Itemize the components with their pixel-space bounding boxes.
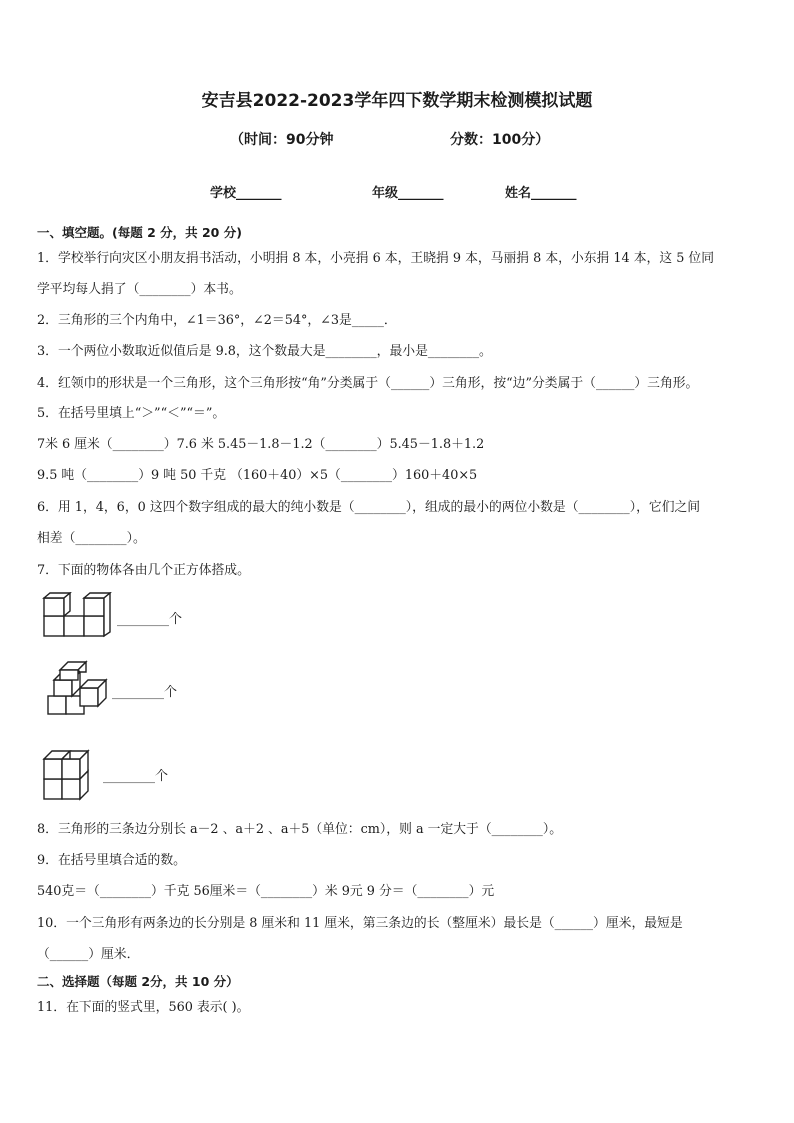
school-field: 学校_______ [210,186,282,201]
cube-answer-1: ________个 [117,612,183,627]
exam-score: 分数：100分） [450,132,550,148]
name-field: 姓名_______ [505,186,577,201]
question-1-line-1: 1．学校举行向灾区小朋友捐书活动，小明捐 8 本，小亮捐 6 本，王晓捐 9 本，马丽捐 8 本，小东捐 14 本，这 5 位同 [37,251,715,266]
grade-field: 年级_______ [372,186,444,201]
question-3: 3．一个两位小数取近似值后是 9.8，这个数最大是________，最小是________。 [37,344,492,359]
question-11: 11．在下面的竖式里，560 表示( )。 [37,1000,250,1015]
cube-figure-3 [42,747,98,803]
question-6-line-1: 6．用 1，4，6，0 这四个数字组成的最大的纯小数是（________），组成的最小的两位小数是（________），它们之间 [37,500,701,515]
cube-figure-1 [42,592,112,640]
question-9-row: 540克＝（________）千克 56厘米＝（________）米 9元 9 分＝（________）元 [37,884,495,899]
question-10-line-1: 10．一个三角形有两条边的长分别是 8 厘米和 11 厘米，第三条边的长（整厘米）最长是（______）厘米，最短是 [37,916,683,931]
exam-time: （时间：90分钟 [230,132,334,148]
cube-answer-3: ________个 [103,769,169,784]
cube-figure-2 [46,660,108,718]
question-5-row-1: 7米 6 厘米（________）7.6 米 5.45－1.8－1.2（________）5.45－1.8＋1.2 [37,437,485,452]
exam-title: 安吉县2022-2023学年四下数学期末检测模拟试题 [201,91,593,111]
section-multiple-choice: 二、选择题（每题 2分，共 10 分） [37,974,239,989]
cube-answer-2: ________个 [112,685,178,700]
question-10-line-2: （______）厘米． [37,947,140,962]
question-5-row-2: 9.5 吨（________）9 吨 50 千克 （160＋40）×5（________）160＋40×5 [37,468,478,483]
question-6-line-2: 相差（________）。 [37,531,146,546]
question-2: 2．三角形的三个内角中，∠1＝36°，∠2＝54°，∠3是_____． [37,313,397,328]
question-7: 7．下面的物体各由几个正方体搭成。 [37,563,250,578]
question-1-line-2: 学平均每人捐了（________）本书。 [37,282,242,297]
question-5: 5．在括号里填上“＞”“＜”“＝”。 [37,406,226,421]
question-9: 9．在括号里填合适的数。 [37,853,186,868]
question-4: 4．红领巾的形状是一个三角形，这个三角形按“角”分类属于（______）三角形，按“边”分类属于（______）三角形。 [37,376,699,391]
section-fill-blank: 一、填空题。(每题 2 分，共 20 分) [37,225,242,240]
question-8: 8．三角形的三条边分别长 a－2 、a＋2 、a＋5（单位：cm），则 a 一定大于（________）。 [37,822,563,837]
